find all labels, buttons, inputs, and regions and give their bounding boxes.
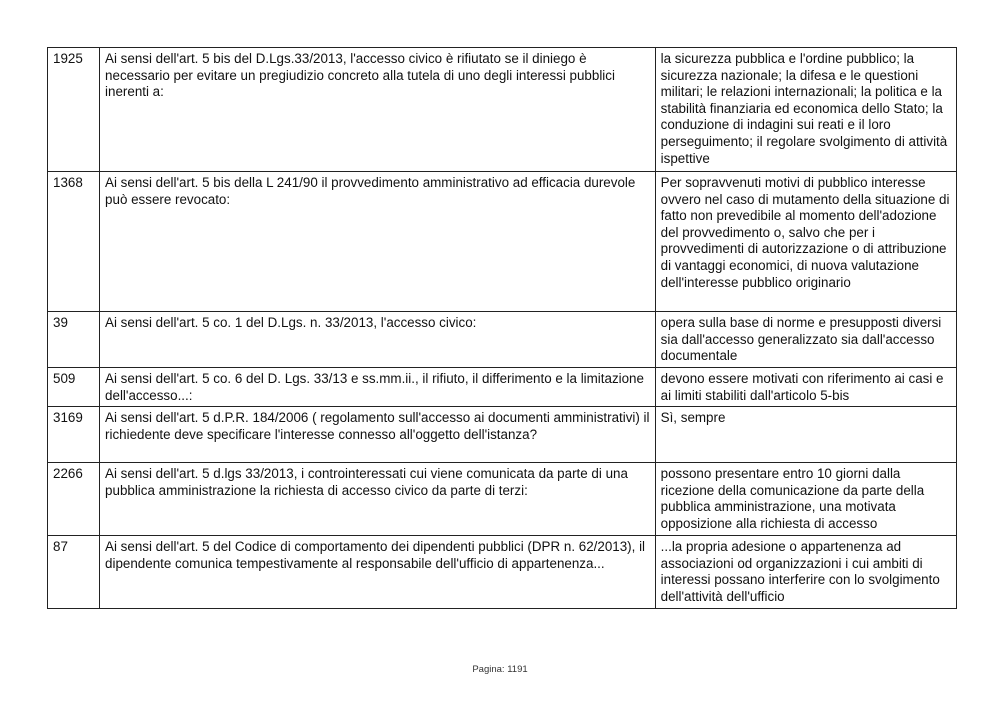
question-table: [47, 47, 957, 609]
table-row: [48, 312, 957, 368]
answer-text: Per sopravvenuti motivi di pubblico interesse ovvero nel caso di mutamento della situazione di fatto non prevedibile al momento dell'adozione del provvedimento o, salvo che per i provvedimenti di autorizzazione o di attribuzione di vantaggi economici, di nuova valutazione dell'interesse pubblico originario: [655, 172, 956, 312]
question-text: Ai sensi dell'art. 5 co. 6 del D. Lgs. 33/13 e ss.mm.ii., il rifiuto, il differimento e la limitazione dell'accesso...:: [100, 368, 656, 407]
question-id: 3169: [48, 407, 100, 463]
question-id: 509: [48, 368, 100, 407]
question-id: 1368: [48, 172, 100, 312]
table-row: [48, 172, 957, 312]
table-row: [48, 463, 957, 536]
table-row: [48, 536, 957, 609]
question-text: Ai sensi dell'art. 5 bis del D.Lgs.33/2013, l'accesso civico è rifiutato se il diniego è necessario per evitare un pregiudizio concreto alla tutela di uno degli interessi pubblici inerenti a:: [100, 48, 656, 172]
question-id: 39: [48, 312, 100, 368]
question-text: Ai sensi dell'art. 5 bis della L 241/90 il provvedimento amministrativo ad efficacia durevole può essere revocato:: [100, 172, 656, 312]
question-text: Ai sensi dell'art. 5 d.P.R. 184/2006 ( regolamento sull'accesso ai documenti amministrativi) il richiedente deve specificare l'interesse connesso all'oggetto dell'istanza?: [100, 407, 656, 463]
answer-text: la sicurezza pubblica e l'ordine pubblico; la sicurezza nazionale; la difesa e le questioni militari; le relazioni internazionali; la politica e la stabilità finanziaria ed economica dello Stato; la conduzione di indagini sui reati e il loro perseguimento; il regolare svolgimento di attività ispettive: [655, 48, 956, 172]
question-id: 1925: [48, 48, 100, 172]
page-number: Pagina: 1191: [472, 664, 528, 675]
answer-text: Sì, sempre: [655, 407, 956, 463]
question-id: 2266: [48, 463, 100, 536]
answer-text: possono presentare entro 10 giorni dalla ricezione della comunicazione da parte della pubblica amministrazione, una motivata opposizione alla richiesta di accesso: [655, 463, 956, 536]
answer-text: devono essere motivati con riferimento ai casi e ai limiti stabiliti dall'articolo 5-bis: [655, 368, 956, 407]
question-text: Ai sensi dell'art. 5 del Codice di comportamento dei dipendenti pubblici (DPR n. 62/2013), il dipendente comunica tempestivamente al responsabile dell'ufficio di appartenenza...: [100, 536, 656, 609]
answer-text: ...la propria adesione o appartenenza ad associazioni od organizzazioni i cui ambiti di interessi possano interferire con lo svolgimento dell'attività dell'ufficio: [655, 536, 956, 609]
table-row: [48, 368, 957, 407]
answer-text: opera sulla base di norme e presupposti diversi sia dall'accesso generalizzato sia dall'accesso documentale: [655, 312, 956, 368]
question-text: Ai sensi dell'art. 5 d.lgs 33/2013, i controinteressati cui viene comunicata da parte di una pubblica amministrazione la richiesta di accesso civico da parte di terzi:: [100, 463, 656, 536]
table-row: [48, 407, 957, 463]
question-text: Ai sensi dell'art. 5 co. 1 del D.Lgs. n. 33/2013, l'accesso civico:: [100, 312, 656, 368]
table-row: [48, 48, 957, 172]
question-id: 87: [48, 536, 100, 609]
